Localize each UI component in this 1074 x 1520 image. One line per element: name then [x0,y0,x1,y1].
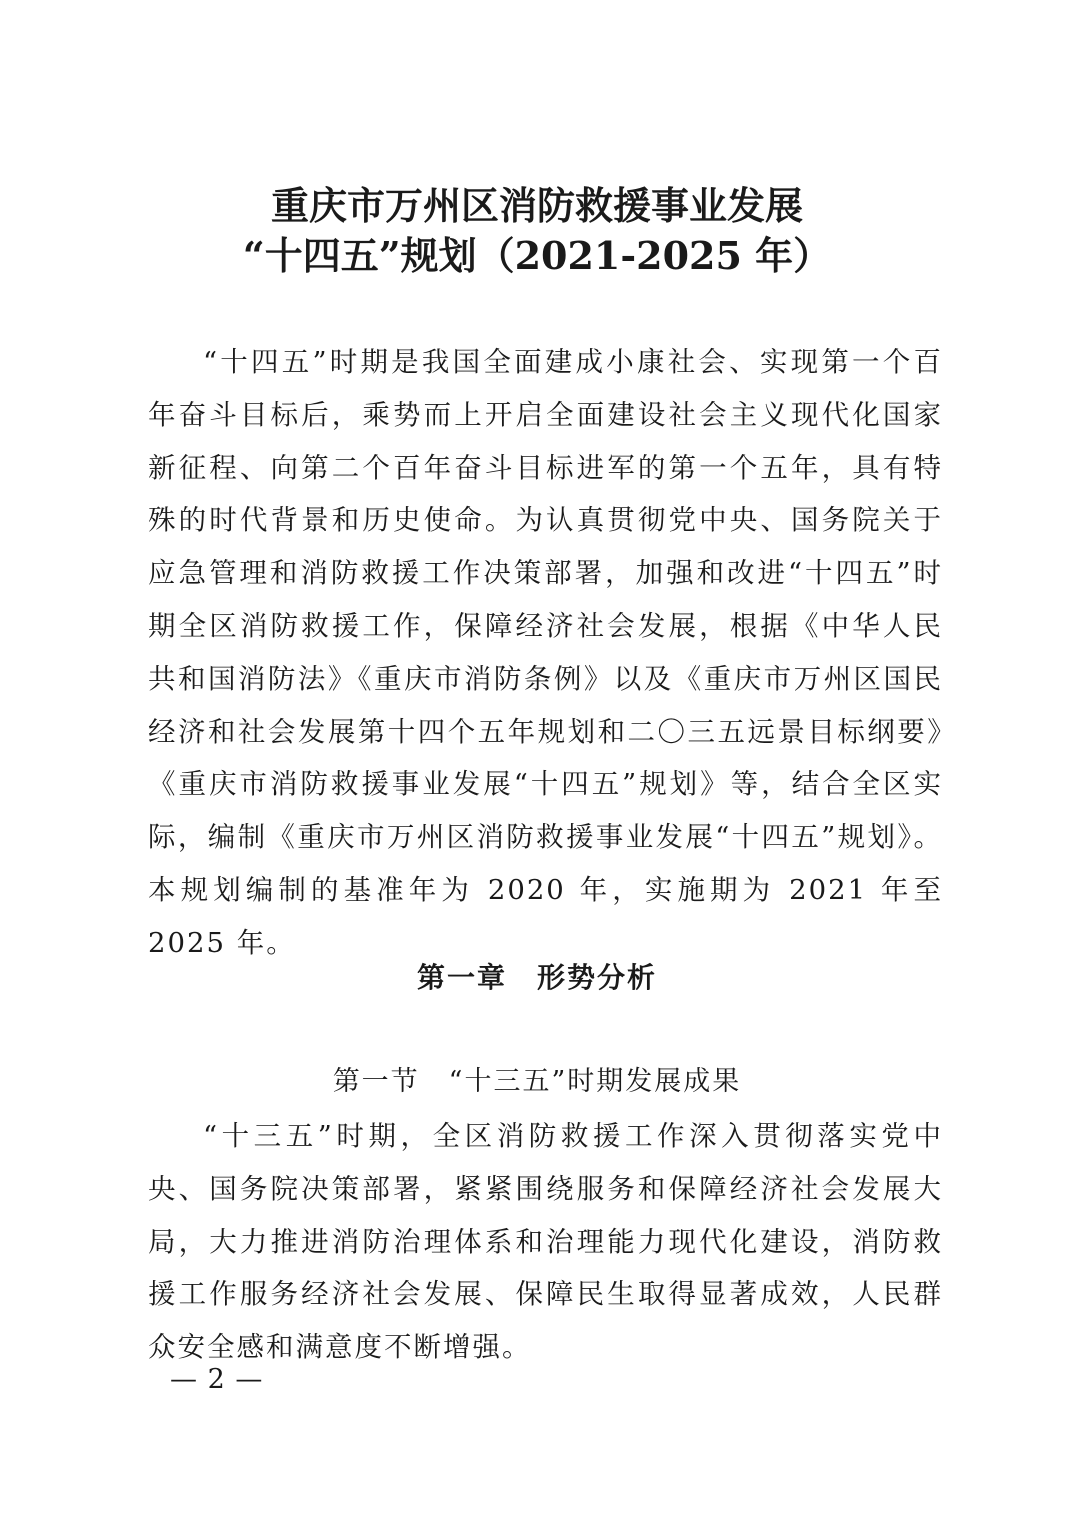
section-heading: 第一节 “十三五”时期发展成果 [332,1066,742,1097]
document-title-line-2: “十四五”规划（2021-2025 年） [242,233,832,278]
section-paragraph: “十三五”时期，全区消防救援工作深入贯彻落实党中央、国务院决策部署，紧紧围绕服务和保障经济社会发展大局，大力推进消防治理体系和治理能力现代化建设，消防救援工作服务经济社会发展、保障民生取得显著成效，人民群众安全感和满意度不断增强。 [148,1120,943,1364]
document-title-line-1: 重庆市万州区消防救援事业发展 [270,183,803,228]
intro-paragraph: “十四五”时期是我国全面建成小康社会、实现第一个百年奋斗目标后，乘势而上开启全面建设社会主义现代化国家新征程、向第二个百年奋斗目标进军的第一个五年，具有特殊的时代背景和历史使命。为认真贯彻党中央、国务院关于应急管理和消防救援工作决策部署，加强和改进“十四五”时期全区消防救援工作，保障经济社会发展，根据《中华人民共和国消防法》《重庆市消防条例》以及《重庆市万州区国民经济和社会发展第十四个五年规划和二〇三五远景目标纲要》《重庆市消防救援事业发展“十四五”规划》等，结合全区实际，编制《重庆市万州区消防救援事业发展“十四五”规划》。本规划编制的基准年为 2020 年，实施期为 2021 年至 2025 年。 [148,346,943,959]
page-number: — 2 — [170,1364,264,1395]
chapter-heading: 第一章 形势分析 [416,961,657,994]
